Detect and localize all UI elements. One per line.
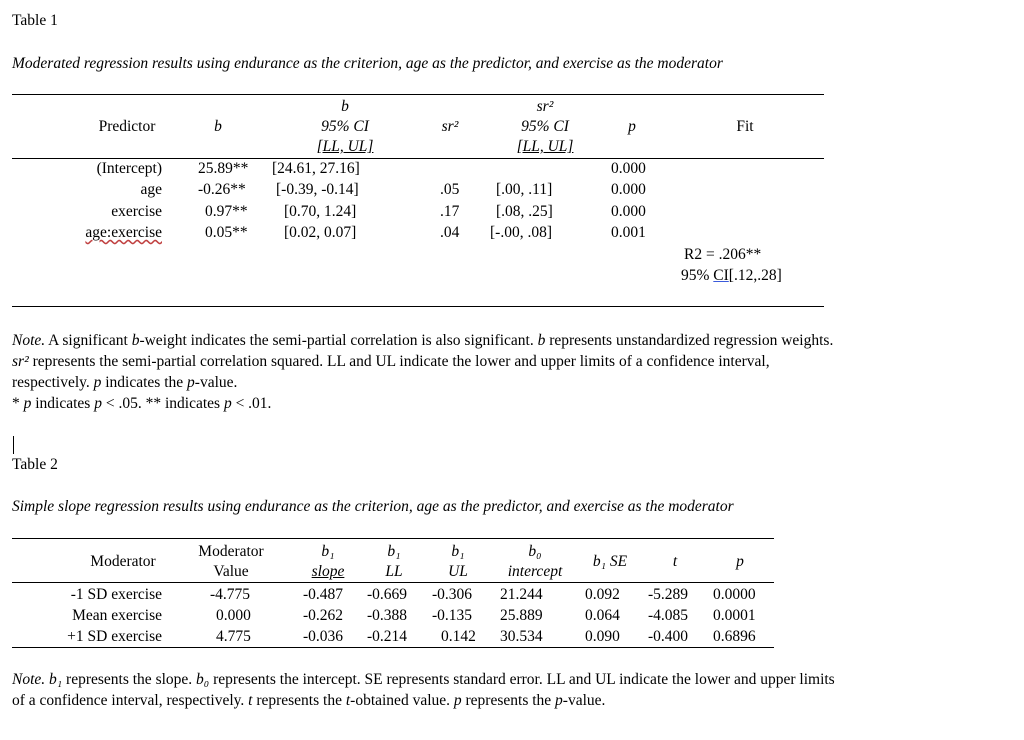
t1-fit-ci-link[interactable]: CI: [713, 267, 729, 284]
t1-cell-b: 0.97**: [205, 203, 248, 220]
t1-header-b-ci-1: b: [341, 98, 349, 115]
t2-header-ul-2: UL: [448, 563, 468, 580]
t1-header-predictor: Predictor: [98, 118, 156, 135]
t1-cell-sr2: .04: [440, 224, 460, 241]
t2-header-slope-1: b₁: [321, 543, 335, 560]
t1-cell-predictor: age: [140, 181, 162, 198]
t2-cell-se: 0.064: [585, 607, 620, 624]
t1-cell-sr2-ci: [.08, .25]: [496, 203, 553, 220]
table2-label: Table 2: [12, 456, 58, 473]
t2-cell-p: 0.0001: [713, 607, 756, 624]
t2-cell-value: -4.775: [210, 586, 251, 603]
t1-cell-b-ci: [24.61, 27.16]: [272, 160, 360, 177]
t1-cell-p: 0.000: [611, 181, 646, 198]
t1-cell-b: -0.26**: [198, 181, 246, 198]
table1-title: Moderated regression results using endurance as the criterion, age as the predictor, and exercise as the moderator: [12, 55, 723, 72]
t2-cell-ll: -0.388: [367, 607, 408, 624]
t1-fit-r2: R2 = .206**: [684, 246, 762, 263]
t2-cell-moderator: Mean exercise: [72, 607, 162, 624]
t2-cell-moderator: -1 SD exercise: [70, 586, 162, 603]
table1-note: Note. A significant b-weight indicates the semi-partial correlation is also significant. b represents unstandardized regression weights. sr² represents the semi-partial correlation squared. LL and UL indicate the lower and upper limits of a confidence interval, respectively. p indicates the p-value. * p indicates p < .05. ** indicates p < .01.: [12, 332, 834, 412]
t2-cell-t: -4.085: [648, 607, 689, 624]
table2-bottom-rule: [12, 647, 774, 648]
t2-header-int-1: b₀: [528, 543, 542, 560]
t1-header-b-ci-3: [LL, UL]: [316, 138, 374, 155]
t1-cell-p: 0.000: [611, 203, 646, 220]
t2-cell-value: 4.775: [216, 628, 251, 645]
t2-header-mod-value-1: Moderator: [198, 543, 264, 560]
t1-cell-predictor: exercise: [111, 203, 162, 220]
t1-cell-predictor: age:exercise: [85, 224, 162, 241]
t1-cell-p: 0.001: [611, 224, 646, 241]
table1-top-rule: [12, 94, 824, 95]
t2-cell-ll: -0.214: [367, 628, 408, 645]
text-cursor: [13, 436, 14, 454]
t2-cell-slope: -0.262: [303, 607, 344, 624]
t2-cell-intercept: 30.534: [500, 628, 543, 645]
t2-cell-slope: -0.036: [303, 628, 344, 645]
t2-cell-p: 0.6896: [713, 628, 756, 645]
t1-cell-p: 0.000: [611, 160, 646, 177]
t2-cell-ul: 0.142: [441, 628, 476, 645]
t2-cell-p: 0.0000: [713, 586, 756, 603]
table2-note: Note. b₁ represents the slope. b₀ represents the intercept. SE represents standard error. LL and UL indicate the lower and upper limits of a confidence interval, respectively. t represents the t-obtained value. p represents the p-value.: [12, 671, 835, 709]
t1-cell-sr2-ci: [-.00, .08]: [490, 224, 552, 241]
t1-cell-sr2: .05: [440, 181, 460, 198]
t2-cell-ll: -0.669: [367, 586, 408, 603]
t1-cell-sr2-ci: [.00, .11]: [496, 181, 553, 198]
t1-cell-predictor: (Intercept): [96, 160, 162, 177]
table1-label: Table 1: [12, 12, 58, 29]
t2-header-se: b₁ SE: [592, 553, 628, 570]
t2-cell-se: 0.092: [585, 586, 620, 603]
t1-cell-b-ci: [0.02, 0.07]: [284, 224, 357, 241]
t2-header-ul-1: b₁: [451, 543, 465, 560]
t2-cell-se: 0.090: [585, 628, 620, 645]
t1-fit-ci: 95% CI[.12,.28]: [681, 267, 782, 284]
t1-cell-b: 0.05**: [205, 224, 248, 241]
t2-cell-ul: -0.135: [432, 607, 473, 624]
t2-header-int-2: intercept: [507, 563, 563, 580]
t1-cell-b: 25.89**: [198, 160, 249, 177]
t1-cell-b-ci: [0.70, 1.24]: [284, 203, 357, 220]
t2-header-slope-2: slope: [311, 563, 345, 580]
t2-cell-slope: -0.487: [303, 586, 344, 603]
t2-header-ll-1: b₁: [387, 543, 401, 560]
t2-cell-t: -0.400: [648, 628, 689, 645]
t1-cell-sr2: .17: [440, 203, 460, 220]
t1-header-sr2-ci-3: [LL, UL]: [516, 138, 574, 155]
t2-cell-t: -5.289: [648, 586, 689, 603]
t2-header-p: p: [736, 553, 744, 570]
t1-cell-b-ci: [-0.39, -0.14]: [276, 181, 359, 198]
table2-top-rule: [12, 538, 774, 539]
t2-cell-intercept: 21.244: [500, 586, 543, 603]
t2-cell-ul: -0.306: [432, 586, 473, 603]
table2-header-rule: [12, 582, 774, 583]
t2-header-mod-value-2: Value: [213, 563, 249, 580]
t2-cell-intercept: 25.889: [500, 607, 543, 624]
t1-header-p: p: [628, 118, 636, 135]
t1-header-b-ci-2: 95% CI: [321, 118, 369, 135]
t1-header-fit: Fit: [736, 118, 754, 135]
t1-header-b: b: [214, 118, 222, 135]
t2-cell-moderator: +1 SD exercise: [67, 628, 162, 645]
t2-header-ll-2: LL: [385, 563, 403, 580]
t1-header-sr2: sr²: [441, 118, 459, 135]
t1-header-sr2-ci-2: 95% CI: [521, 118, 569, 135]
t2-header-moderator: Moderator: [90, 553, 156, 570]
table2-title: Simple slope regression results using endurance as the criterion, age as the predictor, and exercise as the moderator: [12, 498, 734, 515]
table1-bottom-rule: [12, 306, 824, 307]
t2-header-t: t: [672, 553, 678, 570]
t2-cell-value: 0.000: [216, 607, 251, 624]
table1-header-rule: [12, 158, 824, 159]
t1-header-sr2-ci-1: sr²: [536, 98, 554, 115]
